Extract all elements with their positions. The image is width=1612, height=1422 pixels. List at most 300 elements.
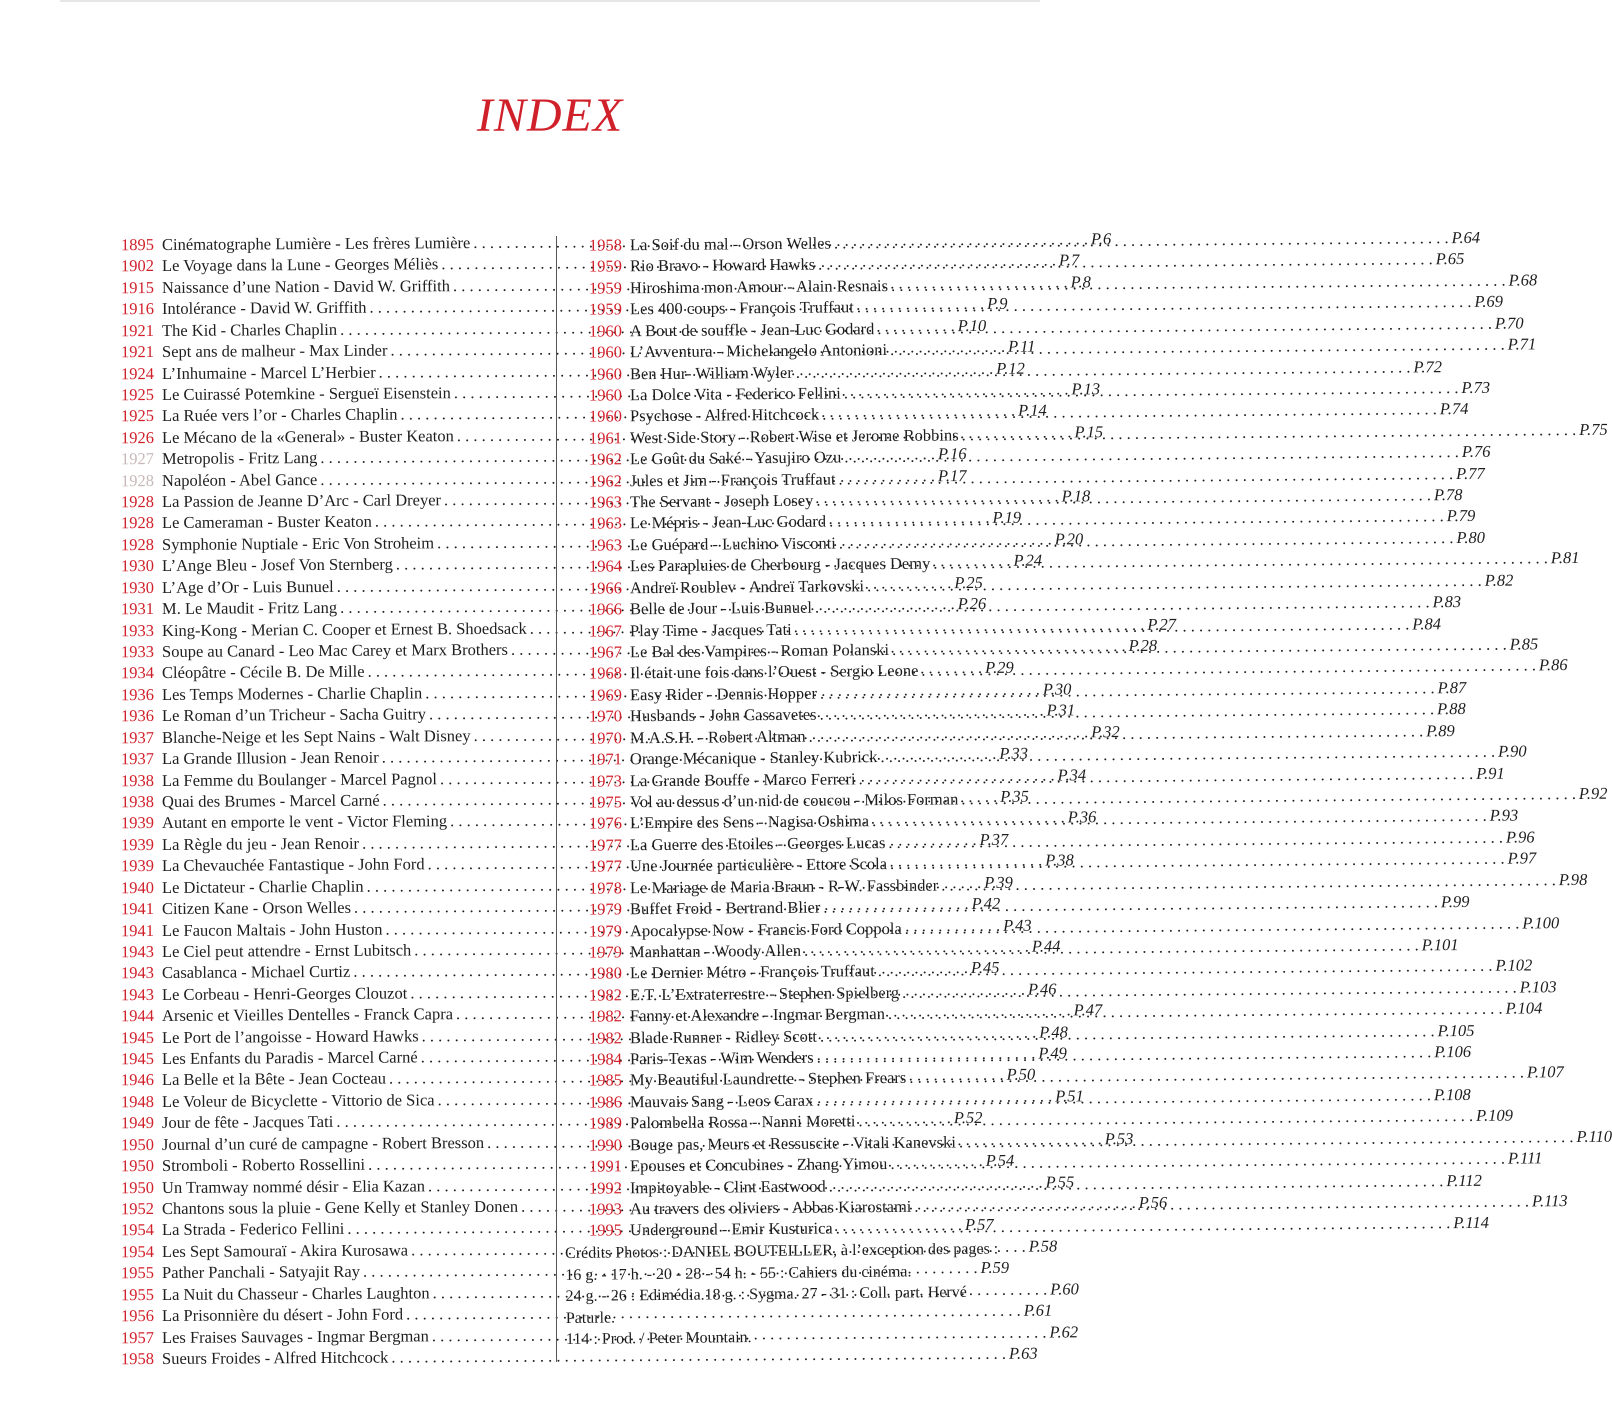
entry-year: 1926 (120, 427, 155, 447)
entry-year: 1982 (588, 1006, 623, 1026)
entry-year: 1941 (120, 920, 155, 940)
entry-title: Jour de fête - Jacques Tati (161, 1111, 334, 1132)
entry-title: Le Mariage de Maria Braun - R-W. Fassbinder (629, 874, 939, 897)
entry-title: L’Age d’Or - Luis Bunuel (161, 576, 334, 597)
entry-title: Manhattan - Woody Allen (629, 940, 802, 961)
entry-year: 1930 (120, 556, 155, 576)
entry-page-number: P.18 (1061, 486, 1091, 506)
entry-title: Chantons sous la pluie - Gene Kelly et Stanley Donen (161, 1196, 519, 1218)
entry-page-number: P.36 (1067, 807, 1097, 827)
entry-title: Les Fraises Sauvages - Ingmar Bergman (161, 1325, 429, 1347)
entry-year: 1960 (588, 342, 623, 362)
entry-title: La Belle et la Bête - Jean Cocteau (161, 1068, 387, 1090)
dot-leader (815, 592, 1430, 617)
entry-year: 1925 (120, 406, 155, 426)
entry-page-number: P.105 (1437, 1020, 1475, 1040)
entry-title: Les Enfants du Paradis - Marcel Carné (161, 1047, 418, 1068)
entry-title: Paris-Texas - Wim Wenders (629, 1047, 814, 1068)
entry-page-number: P.88 (1437, 698, 1466, 719)
entry-title: Le Dictateur - Charlie Chaplin (161, 876, 364, 897)
entry-title: Stromboli - Roberto Rossellini (161, 1154, 366, 1175)
entry-year: 1925 (120, 384, 155, 404)
entry-year: 1937 (120, 748, 155, 769)
entry-page-number: P.113 (1531, 1190, 1568, 1211)
entry-title: L’Empire des Sens - Nagisa Oshima (629, 811, 870, 833)
entry-title: Belle de Jour - Luis Bunuel (629, 597, 813, 619)
entry-title: Les Parapluies de Cherbourg - Jacques Demy (629, 553, 931, 576)
entry-year: 1985 (588, 1070, 623, 1090)
entry-year: 1940 (120, 877, 155, 897)
entry-year: 1984 (588, 1049, 623, 1069)
entry-year: 1941 (120, 898, 155, 918)
entry-title: Le Voleur de Bicyclette - Vittorio de Sica (161, 1089, 435, 1111)
entry-year: 1959 (588, 256, 623, 276)
entry-title: L’Ange Bleu - Josef Von Sternberg (161, 554, 393, 575)
entry-page-number: P.47 (1073, 1000, 1103, 1020)
credits-line: 16 g. - 17 h. - 20 - 28 - 54 h. - 55 : Cahiers du cinéma. (565, 1262, 912, 1284)
entry-year: 1959 (588, 277, 623, 298)
dot-leader (888, 999, 1503, 1024)
dot-leader (890, 334, 1505, 359)
entry-year: 1934 (120, 663, 155, 683)
entry-year: 1989 (588, 1113, 623, 1133)
entry-page-number: P.25 (954, 572, 983, 592)
entry-page-number: P.85 (1509, 634, 1539, 654)
entry-title: Autant en emporte le vent - Victor Fleming (161, 811, 448, 833)
entry-title: Mauvais Sang - Leos Carax (629, 1090, 814, 1111)
entry-page-number: P.16 (937, 443, 967, 464)
entry-title: Le Corbeau - Henri-Georges Clouzot (161, 982, 408, 1004)
entry-year: 1979 (588, 920, 623, 940)
entry-page-number: P.90 (1497, 741, 1527, 761)
entry-year: 1986 (588, 1091, 623, 1112)
dot-leader (836, 1213, 1451, 1238)
entry-page-number: P.71 (1507, 334, 1537, 354)
entry-page-number: P.79 (1446, 506, 1476, 526)
entry-year: 1960 (588, 384, 623, 405)
entry-title: West Side Story - Robert Wise et Jerome Robbins (629, 424, 959, 447)
entry-year: 1980 (588, 963, 623, 983)
entry-year: 1977 (588, 834, 623, 855)
entry-page-number: P.96 (1505, 826, 1535, 847)
entry-page-number: P.59 (980, 1257, 1010, 1277)
entry-title: Le Port de l’angoisse - Howard Hawks (161, 1025, 419, 1047)
entry-year: 1959 (588, 299, 623, 319)
entry-title: La Guerre des Etoiles - Georges Lucas (629, 832, 886, 854)
entry-year: 1895 (120, 234, 155, 254)
entry-year: 1958 (120, 1348, 155, 1368)
entry-page-number: P.69 (1474, 291, 1504, 311)
entry-page-number: P.57 (964, 1214, 994, 1235)
entry-title: Symphonie Nuptiale - Eric Von Stroheim (161, 532, 435, 554)
entry-year: 1945 (120, 1027, 155, 1047)
entry-year: 1928 (120, 470, 155, 490)
entry-year: 1962 (588, 470, 623, 490)
entry-year: 1950 (120, 1155, 155, 1176)
entry-page-number: P.32 (1091, 721, 1120, 741)
entry-year: 1943 (120, 963, 155, 983)
entry-page-number: P.81 (1550, 548, 1580, 568)
entry-year: 1969 (588, 684, 623, 705)
entry-title: Le Mépris - Jean-Luc Godard (629, 511, 827, 533)
entry-page-number: P.48 (1039, 1021, 1068, 1041)
entry-title: La Règle du jeu - Jean Renoir (161, 833, 360, 854)
entry-page-number: P.52 (953, 1107, 983, 1128)
entry-title: Le Voyage dans la Lune - Georges Méliès (161, 254, 439, 276)
entry-title: My Beautiful Laundrette - Stephen Frears (629, 1068, 907, 1090)
entry-title: Blanche-Neige et les Sept Nains - Walt Disney (161, 725, 471, 747)
entry-page-number: P.30 (1042, 678, 1072, 699)
page-title: INDEX (476, 89, 624, 142)
entry-page-number: P.56 (1138, 1192, 1168, 1212)
entry-year: 1990 (588, 1134, 623, 1155)
entry-title: Underground - Emir Kusturica (629, 1218, 833, 1240)
entry-page-number: P.24 (1013, 550, 1043, 570)
entry-page-number: P.72 (1413, 356, 1443, 376)
entry-page-number: P.65 (1435, 249, 1465, 269)
entry-page-number: P.64 (1451, 227, 1481, 247)
entry-page-number: P.37 (979, 829, 1009, 849)
entry-page-number: P.60 (1050, 1278, 1079, 1298)
entry-page-number: P.31 (1046, 700, 1076, 720)
entry-title: Au travers des oliviers - Abbas Kiarostami (629, 1196, 912, 1218)
entry-page-number: P.106 (1434, 1041, 1472, 1061)
entry-title: Bouge pas, Meurs et Ressuscite - Vitali Kanevski (629, 1131, 956, 1154)
entry-year: 1950 (120, 1134, 155, 1154)
entry-year: 1993 (588, 1199, 623, 1219)
entry-page-number: P.82 (1484, 570, 1514, 590)
entry-page-number: P.8 (1070, 271, 1091, 291)
entry-page-number: P.110 (1576, 1126, 1612, 1146)
entry-title: Journal d’un curé de campagne - Robert Bresson (161, 1132, 485, 1154)
entry-title: Hiroshima mon Amour - Alain Resnais (629, 275, 889, 297)
entry-page-number: P.89 (1426, 720, 1455, 740)
entry-page-number: P.15 (1074, 421, 1104, 441)
entry-title: Le Roman d’un Tricheur - Sacha Guitry (161, 704, 427, 725)
entry-title: Easy Rider - Dennis Hopper (629, 683, 818, 704)
column-divider (556, 236, 557, 1362)
entry-year: 1924 (120, 363, 155, 383)
entry-title: La Grande Illusion - Jean Renoir (161, 747, 379, 768)
top-rule (60, 0, 1040, 2)
credits-line: 114 : Prod. / Peter Mountain. (565, 1329, 752, 1348)
entry-page-number: P.38 (1045, 850, 1074, 870)
entry-page-number: P.112 (1446, 1170, 1482, 1190)
entry-page-number: P.28 (1128, 635, 1158, 655)
entry-page-number: P.26 (957, 593, 987, 613)
entry-year: 1954 (120, 1241, 155, 1261)
entry-year: 1928 (120, 491, 155, 511)
entry-title: Metropolis - Fritz Lang (161, 447, 318, 468)
entry-title: L’Inhumaine - Marcel L’Herbier (161, 361, 376, 383)
entry-page-number: P.73 (1461, 377, 1491, 397)
entry-title: Impitoyable - Clint Eastwood (629, 1175, 826, 1197)
entry-title: Les Sept Samouraï - Akira Kurosawa (161, 1239, 409, 1261)
entry-year: 1977 (588, 856, 623, 876)
entry-page-number: P.77 (1456, 463, 1485, 483)
entry-page-number: P.97 (1507, 848, 1537, 868)
entry-page-number: P.50 (1006, 1064, 1036, 1084)
entry-year: 1915 (120, 277, 155, 297)
dot-leader (890, 1148, 1505, 1173)
entry-title: Cinématographe Lumière - Les frères Lumière (161, 232, 471, 254)
entry-page-number: P.51 (1055, 1085, 1084, 1106)
entry-year: 1921 (120, 341, 155, 362)
entry-title: L’Avventura - Michelangelo Antonioni (629, 339, 888, 362)
entry-page-number: P.46 (1027, 978, 1057, 999)
entry-year: 1928 (120, 534, 155, 554)
entry-page-number: P.68 (1508, 269, 1538, 290)
entry-title: Le Ciel peut attendre - Ernst Lubitsch (161, 940, 412, 961)
entry-page-number: P.84 (1412, 613, 1441, 633)
entry-page-number: P.54 (985, 1150, 1015, 1170)
entry-year: 1962 (588, 449, 623, 469)
entry-title: Blade Runner - Ridley Scott (629, 1025, 818, 1047)
entry-title: La Grande Bouffe - Marco Ferreri (629, 768, 856, 790)
entry-year: 1930 (120, 577, 155, 597)
entry-page-number: P.43 (1002, 914, 1032, 935)
entry-page-number: P.99 (1440, 891, 1470, 911)
entry-page-number: P.70 (1494, 312, 1524, 333)
entry-year: 1956 (120, 1305, 155, 1326)
index-entry (560, 891, 1470, 920)
entry-page-number: P.13 (1071, 378, 1101, 399)
entry-page-number: P.80 (1456, 527, 1486, 547)
entry-page-number: P.10 (957, 315, 987, 335)
entry-title: Play Time - Jacques Tati (629, 619, 792, 640)
entry-title: Le Cuirassé Potemkine - Sergueï Eisenstein (161, 382, 451, 404)
entry-year: 1963 (588, 534, 623, 555)
entry-page-number: P.114 (1453, 1212, 1489, 1233)
entry-page-number: P.11 (1007, 336, 1036, 356)
dot-leader (823, 892, 1438, 917)
entry-year: 1982 (588, 984, 623, 1005)
entry-title: Sept ans de malheur - Max Linder (161, 340, 388, 361)
entry-page-number: P.17 (937, 465, 967, 485)
entry-title: Husbands - John Cassavetes (629, 704, 817, 726)
entry-title: Epouses et Concubines - Zhang Yimou (629, 1153, 888, 1176)
entry-title: Rio Bravo - Howard Hawks (629, 254, 816, 276)
entry-title: Pather Panchali - Satyajit Ray (161, 1261, 361, 1282)
entry-year: 1955 (120, 1284, 155, 1304)
entry-title: Casablanca - Michael Curtiz (161, 961, 351, 982)
entry-title: La Dolce Vita - Federico Fellini (629, 383, 841, 404)
entry-year: 1992 (588, 1177, 623, 1197)
entry-title: La Soif du mal - Orson Welles (629, 233, 831, 254)
entry-year: 1973 (588, 770, 623, 790)
entry-title: Quai des Brumes - Marcel Carné (161, 790, 380, 811)
entry-page-number: P.7 (1058, 250, 1080, 270)
entry-title: La Ruée vers l’or - Charles Chaplin (161, 404, 398, 426)
entry-title: Une Journée particulière - Ettore Scola (629, 853, 888, 876)
entry-page-number: P.98 (1558, 869, 1588, 889)
entry-year: 1916 (120, 298, 155, 319)
entry-title: Psychose - Alfred Hitchcock (629, 404, 820, 426)
entry-title: M. Le Maudit - Fritz Lang (161, 597, 338, 618)
entry-year: 1950 (120, 1177, 155, 1197)
entry-year: 1946 (120, 1070, 155, 1090)
entry-page-number: P.102 (1495, 955, 1533, 975)
entry-year: 1975 (588, 792, 623, 812)
entry-title: Naissance d’une Nation - David W. Griffith (161, 275, 450, 297)
entry-page-number: P.87 (1437, 677, 1467, 697)
entry-year: 1960 (588, 406, 623, 426)
entry-page-number: P.19 (992, 507, 1022, 528)
entry-year: 1991 (588, 1156, 623, 1176)
entry-title: Ben Hur- William Wyler (629, 362, 793, 383)
entry-year: 1938 (120, 791, 155, 811)
entry-title: Les 400 coups - François Truffaut (629, 297, 854, 319)
entry-page-number: P.29 (985, 657, 1014, 678)
entry-title: La Femme du Boulanger - Marcel Pagnol (161, 768, 437, 790)
entry-page-number: P.63 (1008, 1343, 1038, 1363)
entry-title: Il était une fois dans l’Ouest - Sergio Leone (629, 660, 919, 683)
entry-year: 1939 (120, 834, 155, 854)
entry-year: 1966 (588, 577, 623, 598)
entry-year: 1944 (120, 1005, 155, 1026)
entry-year: 1902 (120, 256, 155, 276)
entry-page-number: P.109 (1475, 1105, 1513, 1125)
entry-year: 1961 (588, 427, 623, 448)
index-entry (88, 1343, 1038, 1370)
entry-page-number: P.14 (1018, 400, 1047, 420)
dot-leader (880, 742, 1495, 767)
entry-page-number: P.49 (1038, 1043, 1067, 1063)
entry-title: Le Cameraman - Buster Keaton (161, 511, 372, 533)
entry-page-number: P.58 (1028, 1236, 1058, 1256)
entry-year: 1960 (588, 320, 623, 341)
entry-year: 1958 (588, 235, 623, 255)
dot-leader (844, 442, 1459, 467)
entry-title: Les Temps Modernes - Charlie Chaplin (161, 682, 423, 704)
entry-year: 1952 (120, 1198, 155, 1218)
entry-year: 1933 (120, 620, 155, 640)
credits-line: Crédits Photos : DANIEL BOUTEILLER, à l’exception des pages : (565, 1240, 999, 1262)
entry-page-number: P.55 (1045, 1171, 1075, 1191)
entry-page-number: P.76 (1461, 441, 1491, 461)
entry-title: Un Tramway nommé désir - Elia Kazan (161, 1175, 426, 1197)
entry-page-number: P.86 (1538, 655, 1568, 675)
entry-page-number: P.6 (1090, 228, 1112, 248)
entry-year: 1982 (588, 1027, 623, 1047)
entry-title: Vol au dessus d’un nid de coucou - Milos Forman (629, 789, 959, 811)
entry-page-number: P.53 (1104, 1128, 1134, 1148)
entry-page-number: P.42 (971, 893, 1001, 913)
entry-title: The Kid - Charles Chaplin (161, 319, 338, 340)
entry-year: 1964 (588, 556, 623, 576)
entry-page-number: P.91 (1476, 762, 1505, 783)
entry-title: Le Mécano de la «General» - Buster Keaton (161, 425, 454, 447)
entry-year: 1970 (588, 727, 623, 748)
entry-page-number: P.62 (1049, 1321, 1079, 1341)
entry-title: Jules et Jim - François Truffaut (629, 468, 836, 490)
entry-year: 1955 (120, 1262, 155, 1283)
entry-page-number: P.111 (1507, 1148, 1543, 1168)
entry-title: M.A.S.H. - Robert Altman (629, 726, 806, 747)
entry-page-number: P.9 (987, 293, 1008, 313)
entry-title: Le Goût du Saké - Yasujiro Ozu (629, 447, 842, 469)
entry-title: Andreï Roublev - Andreï Tarkovski (629, 575, 865, 597)
entry-page-number: P.75 (1579, 419, 1608, 439)
credits-line: 24 g. - 26 : Edimédia.18 g. : Sygma. 27 - 31 : Coll. part. Hervé Paturle. (565, 1283, 967, 1327)
entry-year: 1943 (120, 941, 155, 961)
entry-year: 1979 (588, 899, 623, 919)
entry-title: A Bout de souffle - Jean-Luc Godard (629, 318, 875, 340)
dot-leader (890, 849, 1505, 874)
entry-title: Soupe au Canard - Leo Mac Carey et Marx Brothers (161, 639, 508, 661)
entry-title: Fanny et Alexandre - Ingmar Bergman (629, 1003, 885, 1026)
entry-title: Cléopâtre - Cécile B. De Mille (161, 661, 365, 683)
entry-page-number: P.93 (1489, 805, 1519, 825)
entry-page-number: P.61 (1023, 1300, 1053, 1320)
entry-title: La Passion de Jeanne D’Arc - Carl Dreyer (161, 490, 442, 511)
entry-page-number: P.107 (1526, 1062, 1564, 1082)
entry-page-number: P.27 (1147, 614, 1177, 634)
entry-year: 1937 (120, 727, 155, 747)
index-entry (560, 1212, 1489, 1242)
entry-year: 1954 (120, 1220, 155, 1240)
entry-title: La Strada - Federico Fellini (161, 1218, 345, 1240)
entry-year: 1936 (120, 684, 155, 704)
entry-title: Le Dernier Métro - François Truffaut (629, 961, 875, 983)
entry-year: 1963 (588, 492, 623, 512)
entry-year: 1927 (120, 448, 155, 469)
entry-year: 1971 (588, 749, 623, 769)
entry-year: 1948 (120, 1091, 155, 1111)
entry-year: 1960 (588, 363, 623, 383)
photo-credits (565, 1238, 1016, 1350)
entry-page-number: P.44 (1031, 936, 1061, 956)
entry-page-number: P.35 (1000, 786, 1029, 806)
entry-page-number: P.83 (1432, 591, 1462, 612)
entry-title: Sueurs Froides - Alfred Hitchcock (161, 1347, 389, 1368)
entry-year: 1928 (120, 513, 155, 533)
entry-year: 1945 (120, 1048, 155, 1068)
entry-year: 1976 (588, 813, 623, 833)
entry-page-number: P.92 (1578, 783, 1608, 803)
entry-year: 1939 (120, 813, 155, 833)
entry-page-number: P.78 (1433, 484, 1463, 505)
entry-title: Apocalypse Now - Francis Ford Coppola (629, 918, 902, 940)
entry-year: 1949 (120, 1113, 155, 1133)
entry-title: Palombella Rossa - Nanni Moretti (629, 1111, 856, 1133)
entry-page-number: P.39 (984, 872, 1013, 892)
entry-year: 1968 (588, 663, 623, 683)
entry-page-number: P.33 (999, 743, 1028, 763)
entry-title: La Prisonnière du désert - John Ford (161, 1304, 404, 1325)
entry-page-number: P.45 (970, 957, 1000, 978)
entry-title: The Servant - Joseph Losey (629, 490, 814, 512)
entry-year: 1921 (120, 320, 155, 340)
entry-title: Le Bal des Vampires - Roman Polanski (629, 639, 890, 661)
entry-year: 1936 (120, 705, 155, 726)
entry-year: 1963 (588, 513, 623, 533)
entry-page-number: P.12 (996, 357, 1025, 378)
entry-page-number: P.34 (1057, 764, 1087, 784)
entry-title: Intolérance - David W. Griffith (161, 297, 367, 318)
entry-year: 1970 (588, 706, 623, 726)
entry-title: King-Kong - Merian C. Cooper et Ernest B. Shoedsack (161, 618, 527, 640)
entry-title: E.T. L’Extraterrestre - Stephen Spielberg (629, 982, 900, 1004)
entry-year: 1995 (588, 1220, 623, 1240)
entry-page-number: P.101 (1421, 934, 1459, 954)
entry-page-number: P.74 (1439, 399, 1469, 419)
entry-year: 1931 (120, 598, 155, 619)
entry-year: 1967 (588, 620, 623, 640)
entry-year: 1939 (120, 855, 155, 876)
entry-page-number: P.104 (1505, 998, 1543, 1018)
entry-title: La Nuit du Chasseur - Charles Laughton (161, 1282, 430, 1304)
